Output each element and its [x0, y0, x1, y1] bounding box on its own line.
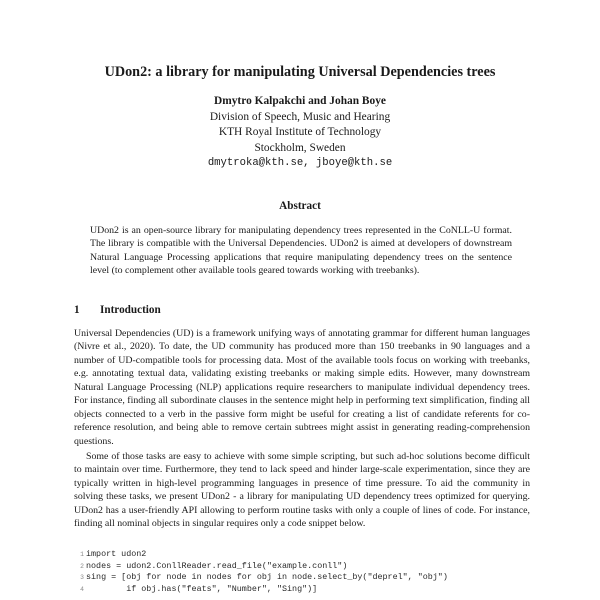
code-text: import udon2: [86, 549, 147, 559]
author-emails: dmytroka@kth.se, jboye@kth.se: [207, 157, 393, 170]
code-line: [74, 572, 530, 584]
code-text: sing = [obj for node in nodes for obj in node.select_by("deprel", "obj"): [86, 572, 448, 583]
affiliation-department: Division of Speech, Music and Hearing: [209, 110, 391, 123]
code-line: [74, 584, 530, 596]
body-paragraph: Some of those tasks are easy to achieve with some simple scripting, but such ad-hoc solutions become difficult to maintain over time. Furthermore, they tend to lack speed and hinder large-scale experimentation, since they are typically written in high-level programming languages in presence of time pressure. To aid the community in solving these tasks, we present UDon2 - a library for manipulating UD dependency trees optimized for querying. UDon2 has a user-friendly API allowing to perform routine tasks with only a couple of lines of code. For instance, finding all nominal objects in singular requires only a code snippet below.: [74, 451, 530, 530]
paper-title: UDon2: a library for manipulating Universal Dependencies trees: [104, 64, 496, 80]
line-number: 1: [80, 551, 84, 558]
section-heading: [74, 304, 161, 316]
code-line: [74, 561, 530, 573]
line-number: 2: [80, 562, 84, 570]
code-text: nodes = udon2.ConllReader.read_file("example.conll"): [86, 560, 348, 571]
code-text: if obj.has("feats", "Number", "Sing")]: [86, 583, 318, 594]
abstract-heading: Abstract: [279, 200, 321, 212]
author-names: Dmytro Kalpakchi and Johan Boye: [214, 95, 386, 107]
abstract-text: UDon2 is an open-source library for manipulating dependency trees represented in the CoNLL-U format. The library is compatible with the Universal Dependencies. UDon2 is aimed at developers of downstream Natural Language Processing applications that require manipulating dependency trees on the sentence level (to complement other available tools geared towards working with treebanks).: [90, 225, 512, 277]
line-number: 3: [80, 574, 84, 582]
affiliation-institute: KTH Royal Institute of Technology: [218, 126, 382, 139]
affiliation-location: Stockholm, Sweden: [254, 141, 346, 154]
section-number: 1: [74, 304, 80, 316]
line-number: 4: [80, 585, 84, 593]
body-paragraph: Universal Dependencies (UD) is a framework unifying ways of annotating grammar for different human languages (Nivre et al., 2020). To date, the UD community has produced more than 150 treebanks in 90 languages and a number of UD-compatible tools for processing data. Most of the available tools focus on working with treebanks, e.g. annotating textual data, validating existing treebanks or making simple edits. However, many downstream Natural Language Processing (NLP) applications require researchers to manipulate individual dependency trees. For instance, finding all subordinate clauses in the sentence might help in performing text simplification, finding all objects connected to a verb in the passive form might be useful for creating a list of candidate referents for co-reference resolution, and being able to remove certain subtrees might assist in generating reading-comprehension questions.: [74, 328, 530, 447]
author-block: [0, 94, 600, 172]
section-title: Introduction: [100, 304, 161, 316]
code-listing: [74, 549, 530, 600]
code-line: [74, 549, 530, 561]
